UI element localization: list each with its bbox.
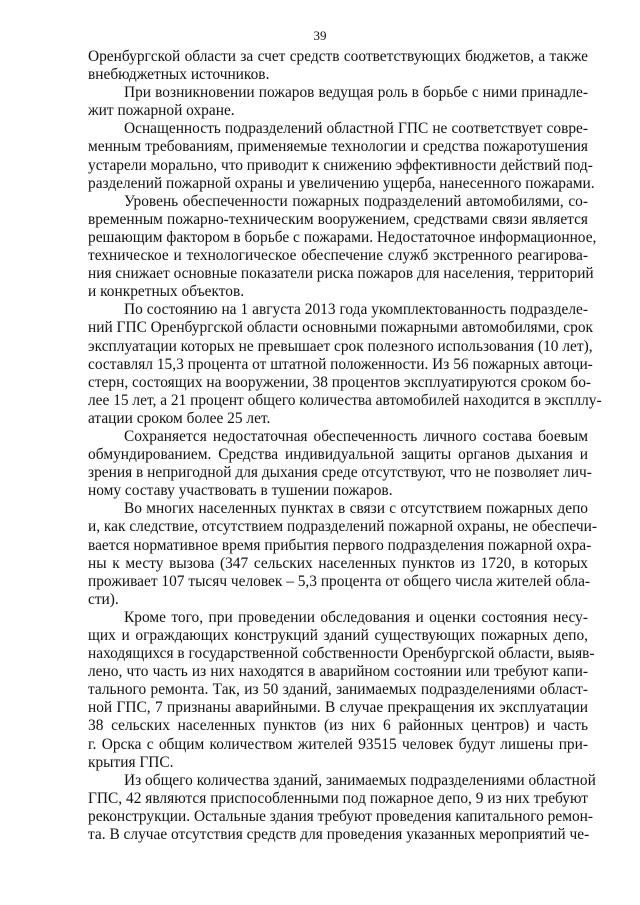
text-line: 38 сельских населенных пунктов (из них 6 районных центров) и часть [88, 717, 588, 735]
body-text [88, 48, 602, 844]
paragraph [88, 192, 597, 302]
paragraph [88, 301, 602, 428]
text-line: ному составу участвовать в тушении пожаров. [88, 482, 393, 500]
text-line: крытия ГПС. [88, 753, 174, 771]
text-line: Кроме того, при проведении обследования и оценки состояния несу- [124, 608, 588, 626]
text-line: и, как следствие, отсутствием подразделений пожарной охраны, не обеспечи- [88, 518, 597, 536]
text-line: находящихся в государственной собственности Оренбургской области, выяв- [88, 645, 595, 663]
text-line: зрения в непригодной для дыхания среде отсутствуют, что не позволяет лич- [88, 464, 592, 482]
text-line: устарели морально, что приводит к снижению эффективности действий под- [88, 156, 593, 174]
text-line: проживает 107 тысяч человек – 5,3 процента от общего числа жителей обла- [88, 572, 591, 590]
paragraph [88, 608, 595, 772]
text-line: вается нормативное время прибытия первого подразделения пожарной охра- [88, 536, 592, 554]
text-line: Из общего количества зданий, занимаемых подразделениями областной [124, 771, 596, 789]
text-line: та. В случае отсутствия средств для проведения указанных мероприятий че- [88, 826, 590, 844]
text-line: и конкретных объектов. [88, 283, 245, 301]
text-line: ной ГПС, 7 признаны аварийными. В случае прекращения их эксплуатации [88, 699, 588, 717]
text-line: решающим фактором в борьбе с пожарами. Недостаточное информационное, [88, 228, 597, 246]
text-line: атации сроком более 25 лет. [88, 409, 271, 427]
paragraph [88, 120, 595, 192]
text-line: разделений пожарной охраны и увеличению ущерба, нанесенного пожарами. [88, 174, 595, 192]
text-line: стерн, состоящих на вооружении, 38 процентов эксплуатируются сроком бо- [88, 373, 592, 391]
paragraph [88, 84, 588, 120]
text-line: тального ремонта. Так, из 50 зданий, занимаемых подразделениями област- [88, 681, 588, 699]
text-line: жит пожарной охране. [88, 102, 235, 120]
text-line: техническое и технологическое обеспечение служб экстренного реагирова- [88, 247, 588, 265]
text-line: составлял 15,3 процента от штатной положенности. Из 56 пожарных автоци- [88, 355, 593, 373]
text-line: ны к месту вызова (347 сельских населенных пунктов из 1720, в которых [88, 554, 588, 572]
text-line: Оснащенность подразделений областной ГПС не соответствует совре- [124, 120, 588, 138]
text-line: По состоянию на 1 августа 2013 года укомплектованность подразделе- [124, 301, 588, 319]
paragraph [88, 427, 592, 500]
text-line: лее 15 лет, а 21 процент общего количества автомобилей находится в экспллу- [88, 391, 602, 409]
text-line: ния снижает основные показатели риска пожаров для населения, территорий [88, 265, 594, 283]
paragraph [88, 48, 588, 84]
text-line: ний ГПС Оренбургской области основными пожарными автомобилями, срок [88, 319, 593, 337]
text-line: Уровень обеспеченности пожарных подразделений автомобилями, со- [124, 192, 588, 210]
text-line: Оренбургской области за счет средств соответствующих бюджетов, а также [88, 48, 588, 65]
text-line: менным требованиям, применяемые технологии и средства пожаротушения [88, 138, 588, 156]
text-line: лено, что часть из них находятся в аварийном состоянии или требуют капи- [88, 663, 588, 681]
text-line: При возникновении пожаров ведущая роль в борьбе с ними принадле- [124, 84, 588, 102]
text-line: сти). [88, 590, 119, 608]
text-line: Сохраняется недостаточная обеспеченность личного состава боевым [124, 427, 588, 445]
text-line: г. Орска с общим количеством жителей 93515 человек будут лишены при- [88, 735, 588, 753]
text-line: щих и ограждающих конструкций зданий существующих пожарных депо, [88, 627, 588, 644]
page-number: 39 [313, 28, 327, 43]
text-line: эксплуатации которых не превышает срок полезного использования (10 лет), [88, 337, 593, 355]
paragraph [88, 500, 597, 609]
paragraph [88, 771, 596, 844]
text-line: ГПС, 42 являются приспособленными под пожарное депо, 9 из них требуют [88, 789, 588, 807]
text-line: реконструкции. Остальные здания требуют проведения капитального ремон- [88, 807, 594, 825]
text-line: Во многих населенных пунктах в связи с отсутствием пожарных депо [124, 500, 588, 518]
text-line: временным пожарно-техническим вооружением, средствами связи является [88, 210, 588, 228]
text-line: обмундированием. Средства индивидуальной защиты органов дыхания и [88, 446, 588, 464]
text-line: внебюджетных источников. [88, 66, 270, 84]
